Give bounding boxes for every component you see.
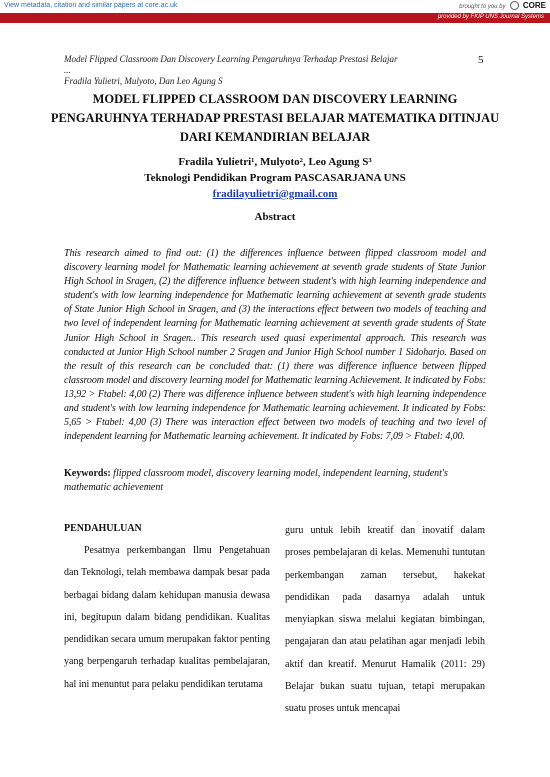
core-logo-icon bbox=[510, 1, 519, 10]
author-email-link[interactable]: fradilayulietri@gmail.com bbox=[212, 188, 338, 200]
keywords bbox=[64, 467, 486, 495]
title-line-3: DARI KEMANDIRIAN BELAJAR bbox=[179, 130, 371, 144]
keywords-label: Keywords: bbox=[64, 468, 111, 479]
core-banner bbox=[0, 0, 550, 13]
author-affiliation: Teknologi Pendidikan Program PASCASARJANA UNS bbox=[144, 172, 406, 184]
core-metadata-link[interactable]: View metadata, citation and similar papers at core.ac.uk bbox=[4, 2, 178, 9]
paper-title bbox=[40, 90, 510, 147]
title-line-2: PENGARUHNYA TERHADAP PRESTASI BELAJAR MATEMATIKA DITINJAU bbox=[50, 111, 500, 125]
running-head-title: Model Flipped Classroom Dan Discovery Learning Pengaruhnya Terhadap Prestasi Belajar ... bbox=[64, 54, 398, 75]
core-logo-text: CORE bbox=[522, 1, 546, 10]
provided-by-bar bbox=[0, 13, 550, 23]
running-head-authors: Fradila Yulietri, Mulyoto, Dan Leo Agung S bbox=[64, 76, 223, 86]
brought-by-text: brought to you by bbox=[459, 4, 506, 10]
provided-by-text[interactable]: provided by FKIP UNS Journal Systems bbox=[437, 14, 544, 20]
abstract-heading: Abstract bbox=[254, 211, 296, 223]
abstract-text: This research aimed to find out: (1) the differences influence between flipped classroom model and discovery learning model for Mathematic learning achievement at seventh grade students of State Junior High School in Sragen, (2) the difference influence between student's with high learning independence and student's with low learning independence for Mathematic learning achievement at seventh grade students of State Junior High School in Sragen, and (3) the interactions effect between two models of teaching and two level of independent learning for Mathematic learning achievement at seventh grade students of State Junior High School in Sragen.. This research used quasi experimental approach. This research was conducted at Junior High School number 2 Sragen and Junior High School number 1 Sidoharjo. Based on the result of this research can be concluded that: (1) there was difference influence between flipped classroom model and discovery learning model for Mathematic learning Achievement. It indicated by Fobs: 13,92 > Ftabel: 4,00 (2) There was difference influence between student's with high learning independence and student's with low learning independence for Mathematic learning achievement. It indicated by Fobs: 5,65 > Ftabel: 4,00 (3) There was interaction effect between two models of teaching and two level of independent learning for Mathematic learning achievement. It indicated by Fobs: 7,09 > Ftabel: 4,00. bbox=[64, 248, 486, 443]
body-paragraph-left: Pesatnya perkembangan Ilmu Pengetahuan dan Teknologi, telah membawa dampak besar pada berbagai bidang dalam kehidupan manusia dewasa ini, begitupun dalam bidang pendidikan. Kualitas pendidikan secara umum merupakan faktor penting yang berpengaruh terhadap kualitas pembelajaran, hal ini menuntut para pelaku pendidikan terutama bbox=[64, 545, 270, 690]
keywords-text: flipped classroom model, discovery learning model, independent learning, student's mathematic achievement bbox=[64, 468, 448, 493]
core-branding bbox=[459, 1, 546, 10]
body-right-column bbox=[285, 520, 485, 721]
body-left-column bbox=[64, 520, 270, 696]
running-head bbox=[64, 54, 404, 87]
section-heading: PENDAHULUAN bbox=[64, 523, 142, 534]
author-block bbox=[40, 154, 510, 202]
author-names: Fradila Yulietri¹, Mulyoto², Leo Agung S³ bbox=[178, 156, 372, 168]
page-number: 5 bbox=[478, 54, 484, 66]
body-paragraph-right: guru untuk lebih kreatif dan inovatif dalam proses pembelajaran di kelas. Memenuhi tuntutan perkembangan zaman tersebut, hakekat pendidikan pada dasarnya adalah untuk menyiapkan siswa melalui kegiatan bimbingan, pengajaran dan atau pelatihan agar menjadi lebih aktif dan kreatif. Menurut Hamalik (2011: 29) Belajar bukan suatu tujuan, tetapi merupakan suatu proses untuk mencapai bbox=[285, 525, 485, 715]
title-line-1: MODEL FLIPPED CLASSROOM DAN DISCOVERY LEARNING bbox=[92, 92, 458, 106]
